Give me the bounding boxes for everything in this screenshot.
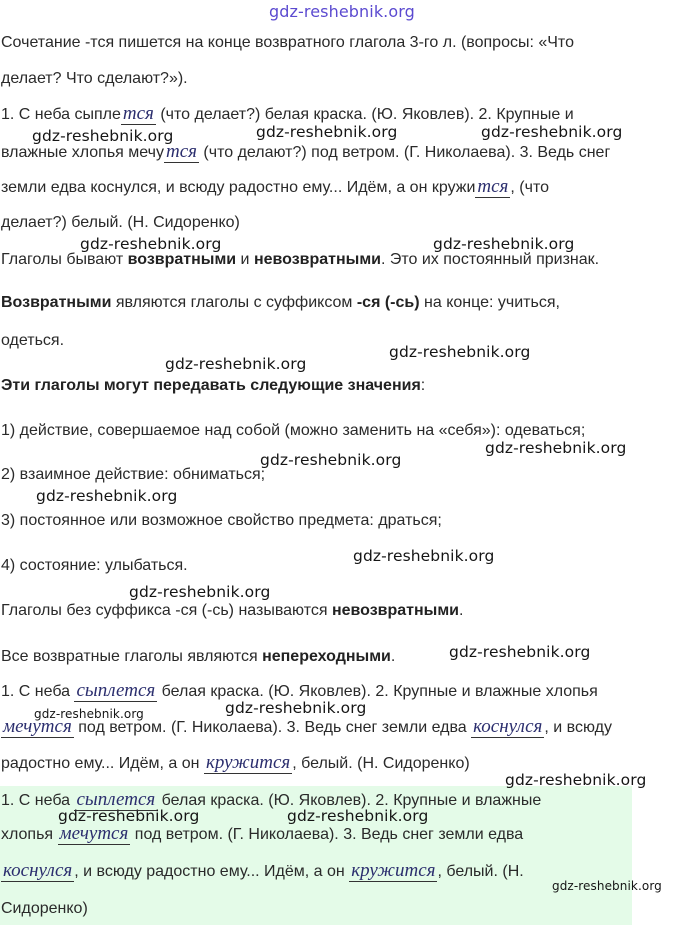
meaning-item-3: 3) постоянное или возможное свойство предмета: драться; [1, 512, 442, 529]
watermark: gdz-reshebnik.org [485, 439, 627, 457]
text: (что делают?) под ветром. (Г. Николаева). 3. Ведь снег [198, 144, 611, 161]
text: под ветром. (Г. Николаева). 3. Ведь снег земли едва [130, 826, 524, 843]
text: , (что [510, 179, 549, 196]
handwritten-verb: сыплется [76, 789, 156, 810]
text: 1. С неба сыпле [1, 106, 121, 123]
example2-line-1 [1, 682, 598, 701]
handwritten-verb: мечутся [59, 823, 129, 844]
text: под ветром. (Г. Николаева). 3. Ведь снег земли едва [73, 719, 472, 736]
text: и [236, 251, 254, 268]
bold-term: невозвратными [253, 251, 381, 268]
example1-line-4: делает?) белый. (Н. Сидоренко) [1, 214, 240, 231]
watermark: gdz-reshebnik.org [505, 771, 647, 789]
text: 1. С неба [1, 792, 75, 809]
handwritten-verb: кружится [205, 752, 291, 773]
text: белая краска. (Ю. Яковлев). 2. Крупные и влажные [157, 792, 542, 809]
handwritten-verb: коснулся [3, 860, 73, 881]
watermark: gdz-reshebnik.org [34, 707, 144, 721]
watermark: gdz-reshebnik.org [287, 807, 429, 825]
watermark: gdz-reshebnik.org [260, 451, 402, 469]
bold-term: Эти глаголы могут передавать следующие значения [1, 377, 421, 394]
watermark: gdz-reshebnik.org [36, 487, 178, 505]
example3-line-1 [1, 791, 541, 810]
handwritten-ending: тся [477, 176, 509, 197]
text: Глаголы без суффикса -ся (-сь) называются [1, 602, 332, 619]
text: хлопья [1, 826, 58, 843]
watermark: gdz-reshebnik.org [256, 123, 398, 141]
text: радостно ему... Идём, а он [1, 755, 204, 772]
text: . [390, 648, 396, 665]
rule-reflexive-intro [1, 251, 599, 269]
text: Все возвратные глаголы являются [1, 648, 263, 665]
text: белая краска. (Ю. Яковлев). 2. Крупные и влажные хлопья [157, 683, 598, 700]
text: . Это их постоянный признак. [380, 251, 600, 268]
watermark: gdz-reshebnik.org [353, 547, 495, 565]
text: , белый. (Н. [437, 863, 524, 880]
text: на конце: учиться, [419, 294, 560, 311]
handwritten-verb: кружится [351, 860, 436, 881]
watermark: gdz-reshebnik.org [481, 123, 623, 141]
watermark: gdz-reshebnik.org [552, 879, 662, 893]
example3-line-2 [1, 825, 523, 844]
rule-tsya-line-2: делает? Что сделают?»). [1, 70, 188, 87]
example1-line-3 [1, 178, 549, 197]
watermark: gdz-reshebnik.org [165, 355, 307, 373]
text: , и всюду радостно ему... Идём, а он [74, 863, 350, 880]
handwritten-verb: коснулся [473, 716, 543, 737]
bold-term: невозвратными [331, 602, 459, 619]
watermark: gdz-reshebnik.org [58, 807, 200, 825]
text: : [420, 377, 426, 394]
meanings-title [1, 377, 425, 395]
rule-nonreflexive [1, 602, 463, 620]
example1-line-1 [1, 105, 574, 124]
rule-tsya-line-1: Сочетание -тся пишется на конце возвратного глагола 3-го л. (вопросы: «Что [1, 34, 574, 51]
text: 1. С неба [1, 683, 75, 700]
bold-term: возвратными [127, 251, 237, 268]
rule-intransitive [1, 648, 395, 666]
watermark: gdz-reshebnik.org [449, 643, 591, 661]
handwritten-verb: сыплется [76, 680, 156, 701]
rule-reflexive-definition-2: одеться. [1, 332, 65, 349]
example3-line-4: Сидоренко) [1, 900, 88, 917]
watermark: gdz-reshebnik.org [225, 699, 367, 717]
watermark: gdz-reshebnik.org [433, 235, 575, 253]
meaning-item-1: 1) действие, совершаемое над собой (можно заменить на «себя»): одеваться; [1, 422, 586, 439]
watermark: gdz-reshebnik.org [129, 583, 271, 601]
text: . [459, 602, 464, 619]
watermark-top: gdz-reshebnik.org [269, 2, 415, 21]
example2-line-2 [1, 718, 612, 737]
watermark: gdz-reshebnik.org [80, 235, 222, 253]
rule-reflexive-definition [1, 294, 560, 312]
watermark: gdz-reshebnik.org [32, 127, 174, 145]
text: , и всюду [544, 719, 612, 736]
text: земли едва коснулся, и всюду радостно ему... Идём, а он кружи [1, 179, 476, 196]
meaning-item-4: 4) состояние: улыбаться. [1, 557, 188, 574]
bold-term: -ся (-сь) [356, 294, 420, 311]
example3-line-3 [1, 862, 524, 881]
handwritten-verb: мечутся [3, 716, 72, 737]
handwritten-ending: тся [165, 141, 197, 162]
text: , белый. (Н. Сидоренко) [292, 755, 470, 772]
handwritten-ending: тся [122, 103, 154, 124]
text: (что делает?) белая краска. (Ю. Яковлев). 2. Крупные и [155, 106, 574, 123]
watermark: gdz-reshebnik.org [389, 343, 531, 361]
bold-term: Возвратными [1, 294, 112, 311]
meaning-item-2: 2) взаимное действие: обниматься; [1, 466, 266, 483]
text: Глаголы бывают [1, 251, 128, 268]
example2-line-3 [1, 754, 470, 773]
text: влажные хлопья мечу [1, 144, 164, 161]
example1-line-2 [1, 143, 610, 162]
text: являются глаголы с суффиксом [111, 294, 357, 311]
bold-term: непереходными [262, 648, 391, 665]
